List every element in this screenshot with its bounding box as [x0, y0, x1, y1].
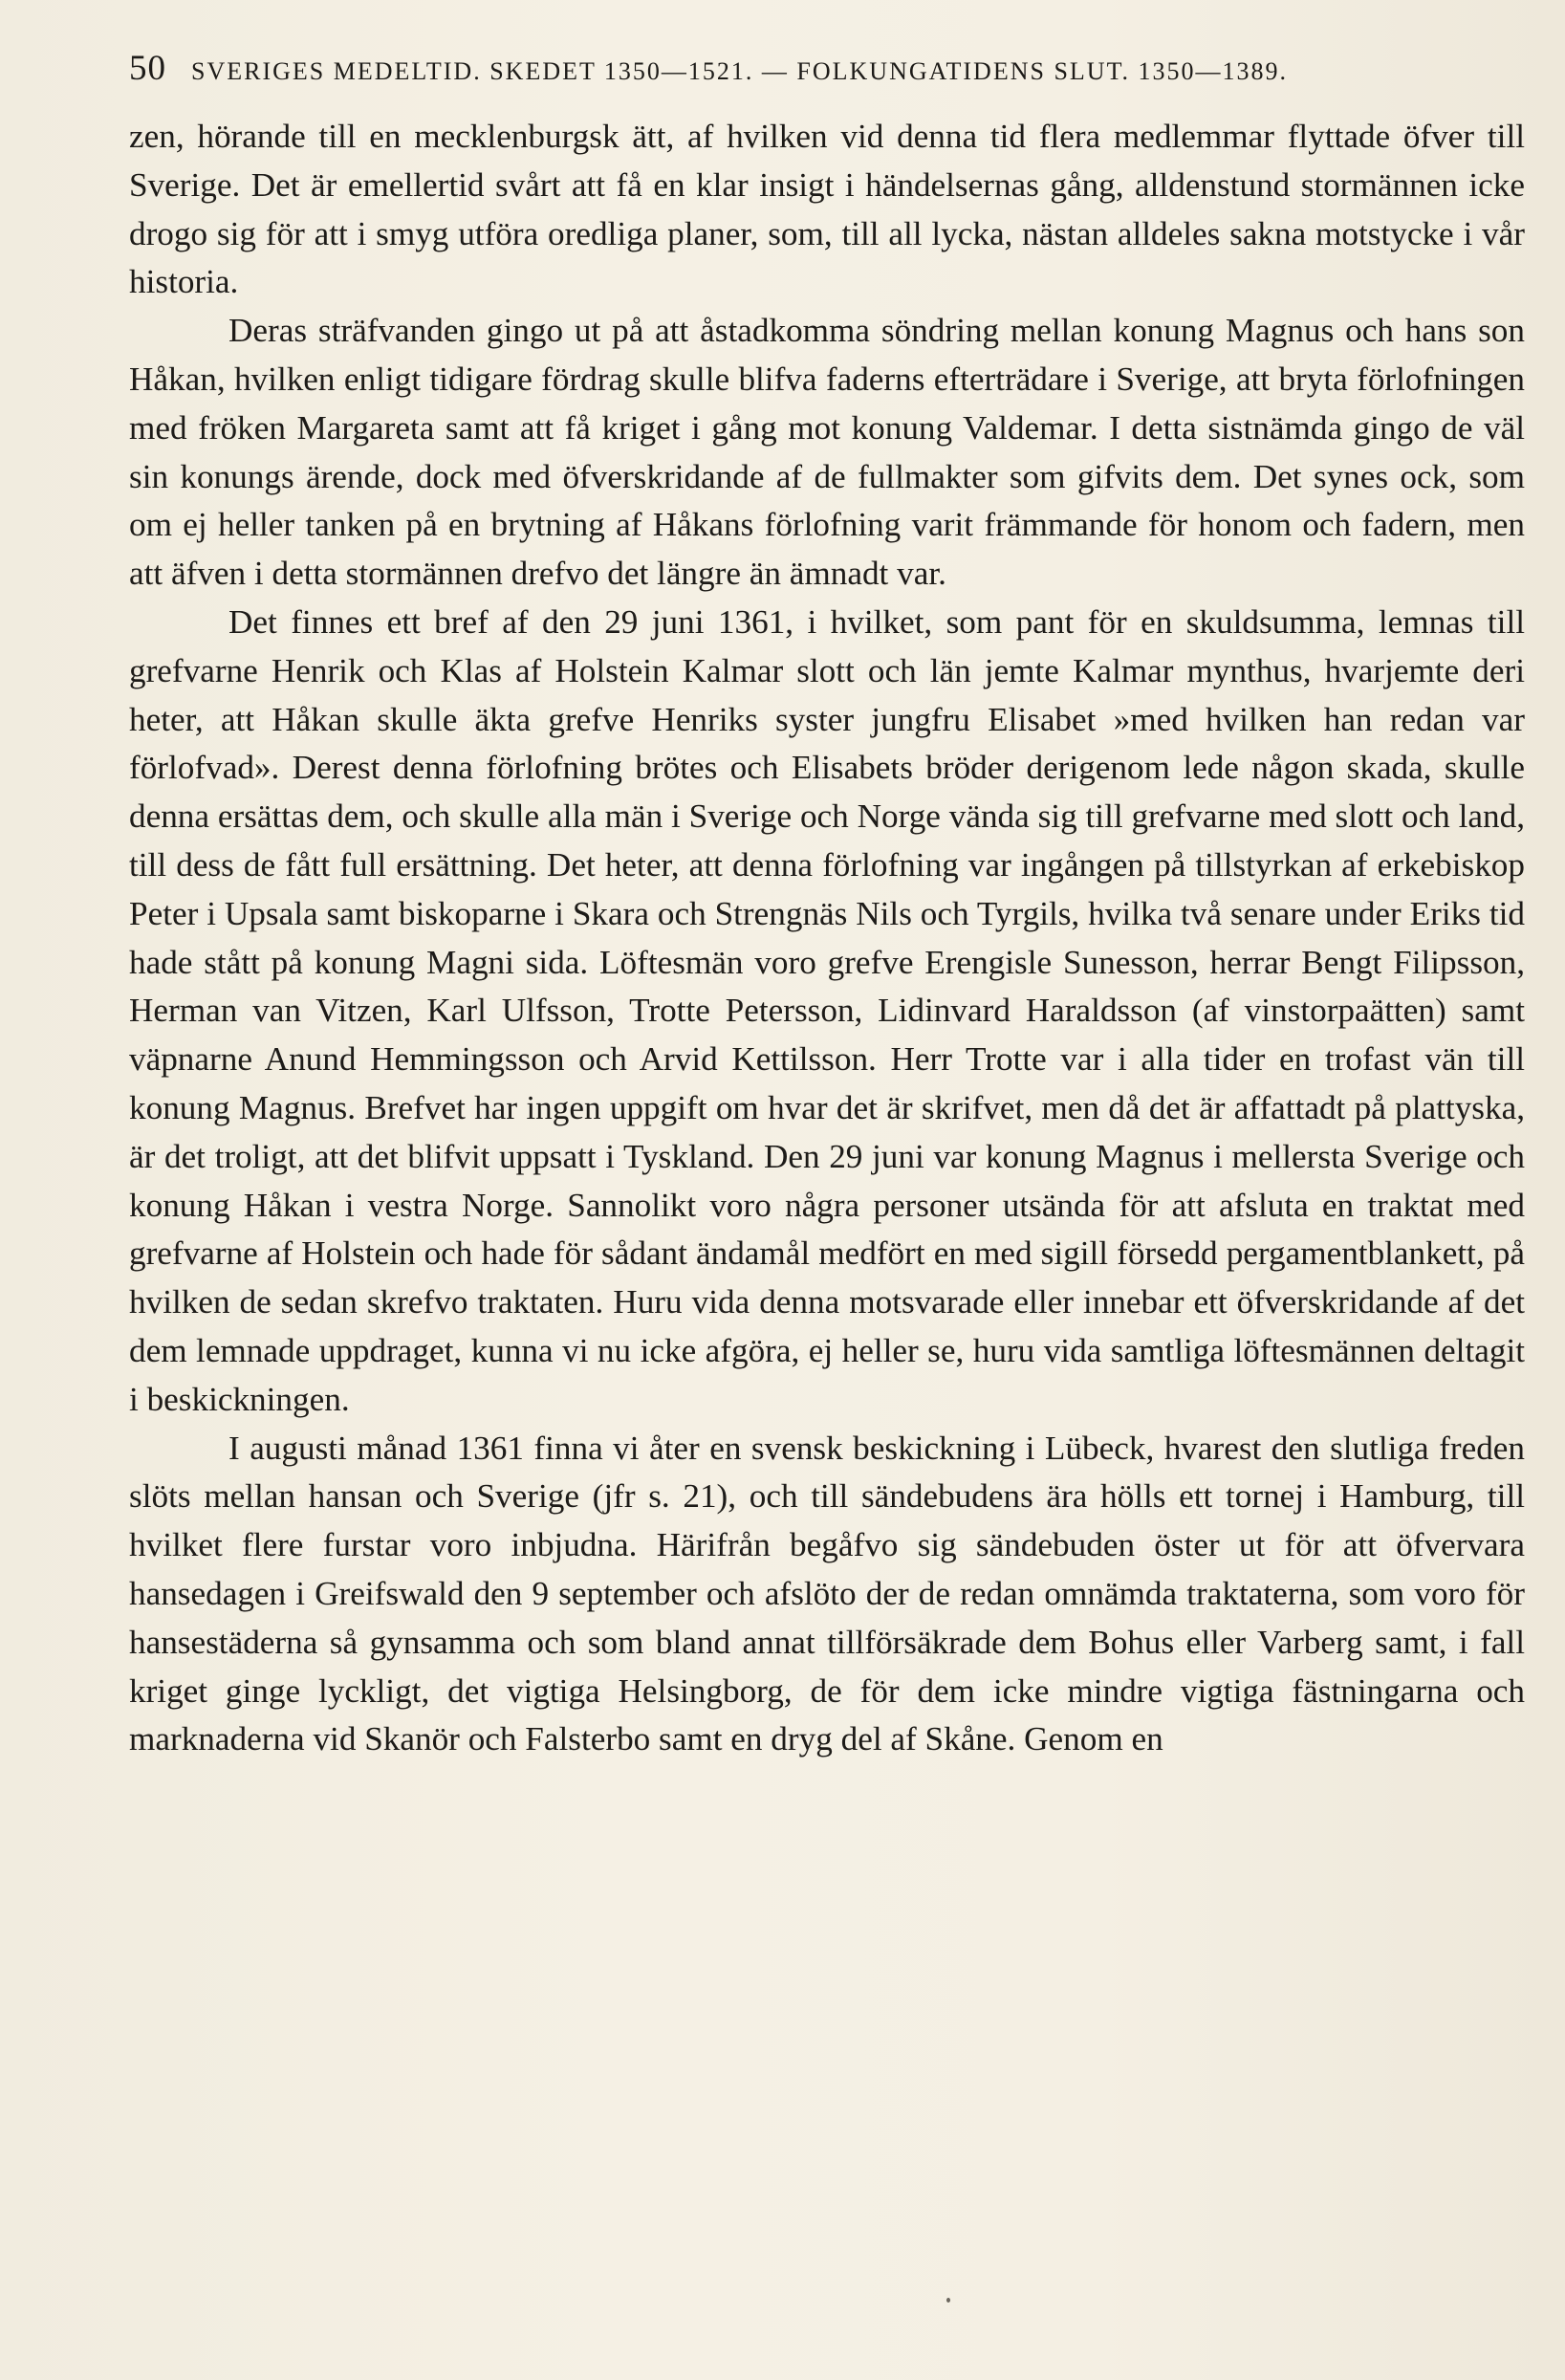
- paragraph: Deras sträfvanden gingo ut på att åstadkomma söndring mellan konung Magnus och hans son Håkan, hvilken enligt tidigare fördrag skulle blifva faderns efterträdare i Sverige, att bryta förlofningen med fröken Margareta samt att få kriget i gång mot konung Valdemar. I detta sistnämda gingo de väl sin konungs ärende, dock med öfverskridande af de fullmakter som gifvits dem. Det synes ock, som om ej heller tanken på en brytning af Håkans förlofning varit främmande för honom och fadern, men att äfven i detta stormännen drefvo det längre än ämnadt var.: [129, 312, 1525, 593]
- paragraph: I augusti månad 1361 finna vi åter en svensk beskickning i Lübeck, hvarest den slutliga freden slöts mellan hansan och Sverige (jfr s. 21), och till sändebudens ära hölls ett tornej i Hamburg, till hvilket flere furstar voro inbjudna. Härifrån begåfvo sig sändebuden öster ut för att öfvervara hansedagen i Greifswald den 9 september och afslöto der de redan omnämda traktaterna, som voro för hansestäderna så gynsamma och som bland annat tillförsäkrade dem Bohus eller Varberg samt, i fall kriget ginge lyckligt, det vigtiga Helsingborg, de för dem icke mindre vigtiga fästningarna och marknaderna vid Skanör och Falsterbo samt en dryg del af Skåne. Genom en: [129, 1429, 1525, 1758]
- paragraph: Det finnes ett bref af den 29 juni 1361, i hvilket, som pant för en skuldsumma, lemnas till grefvarne Henrik och Klas af Holstein Kalmar slott och län jemte Kalmar mynthus, hvarjemte deri heter, att Håkan skulle äkta grefve Henriks syster jungfru Elisabet »med hvilken han redan var förlofvad». Derest denna förlofning brötes och Elisabets bröder derigenom lede någon skada, skulle denna ersättas dem, och skulle alla män i Sverige och Norge vända sig till grefvarne med slott och land, till dess de fått full ersättning. Det heter, att denna förlofning var ingången på tillstyrkan af erkebiskop Peter i Upsala samt biskoparne i Skara och Strengnäs Nils och Tyrgils, hvilka två senare under Eriks tid hade stått på konung Magni sida. Löftesmän voro grefve Erengisle Sunesson, herrar Bengt Filipsson, Herman van Vitzen, Karl Ulfsson, Trotte Petersson, Lidinvard Haraldsson (af vinstorpaätten) samt väpnarne Anund Hemmingsson och Arvid Kettilsson. Herr Trotte var i alla tider en trofast vän till konung Magnus. Brefvet har ingen uppgift om hvar det är skrifvet, men då det är affattadt på plattyska, är det troligt, att det blifvit uppsatt i Tyskland. Den 29 juni var konung Magnus i mellersta Sverige och konung Håkan i vestra Norge. Sannolikt voro några personer utsända för att afsluta en traktat med grefvarne af Holstein och hade för sådant ändamål medfört en med sigill försedd pergamentblankett, på hvilken de sedan skrefvo traktaten. Huru vida denna motsvarade eller innebar ett öfverskridande af det dem lemnade uppdraget, kunna vi nu icke afgöra, ej heller se, huru vida samtliga löftesmännen deltagit i beskickningen.: [129, 602, 1525, 1418]
- paper-speck: [946, 2298, 950, 2303]
- running-title: SVERIGES MEDELTID. SKEDET 1350—1521. — FOLKUNGATIDENS SLUT. 1350—1389.: [191, 57, 1289, 85]
- paragraph-continued: zen, hörande till en mecklenburgsk ätt, af hvilken vid denna tid flera medlemmar flyttade öfver till Sverige. Det är emellertid svårt att få en klar insigt i händelsernas gång, alldenstund stormännen icke drogo sig för att i smyg utföra oredliga planer, som, till all lycka, nästan alldeles sakna motstycke i vår historia.: [129, 118, 1525, 301]
- page-number: 50: [129, 49, 166, 88]
- body-text: [129, 113, 1525, 1764]
- page-header: [129, 48, 1525, 96]
